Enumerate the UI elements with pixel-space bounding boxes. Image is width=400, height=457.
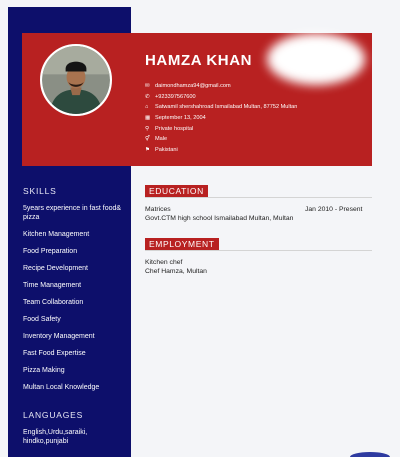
gender-icon: ⚥ [145,136,150,143]
education-school: Govt.CTM high school Ismailabad Multan, Multan [145,215,294,222]
languages-text: English,Urdu,saraiki, hindko,punjabi [23,429,88,445]
education-heading: EDUCATION [145,185,208,197]
gender-text: Male [155,136,168,143]
skills-heading: SKILLS [23,186,57,196]
gender-row [145,134,370,145]
languages-heading: LANGUAGES [23,410,84,420]
nationality-text: Pakistani [155,146,178,153]
skill-item: Inventory Management [23,332,95,340]
profile-photo [42,46,110,114]
skill-item: Multan Local Knowledge [23,383,100,391]
redaction-blur [267,33,365,85]
address-row [145,102,370,113]
flag-icon: ⚑ [145,146,150,153]
home-icon: ⌂ [145,104,149,111]
skill-item: Recipe Development [23,264,88,272]
skill-item: Food Safety [23,315,61,323]
skill-item: 5years experience in fast food& pizza [23,205,122,221]
skill-item: Kitchen Management [23,230,90,238]
avatar [40,44,112,116]
corner-decoration [350,452,390,457]
education-divider [145,197,372,198]
phone-row [145,92,370,103]
skill-item: Pizza Making [23,366,65,374]
email-text: daimondhamza94@gmail.com [155,83,231,90]
skill-item: Team Collaboration [23,298,84,306]
employment-employer: Chef Hamza, Multan [145,268,207,275]
address-text: Satwamil shershahroad Ismailabad Multan, 87752 Multan [155,104,298,111]
birthplace-row [145,123,370,134]
phone-icon: ✆ [145,93,150,100]
skill-item: Time Management [23,281,82,289]
birthdate-row [145,113,370,124]
employment-heading: EMPLOYMENT [145,238,219,250]
employment-divider [145,250,372,251]
skill-item: Food Preparation [23,247,78,255]
skill-item: Fast Food Expertise [23,349,86,357]
nationality-row [145,145,370,156]
contact-info [145,81,370,155]
education-degree: Matrices [145,206,171,213]
employment-title: Kitchen chef [145,259,183,266]
email-row [145,81,370,92]
calendar-icon: ▦ [145,115,151,122]
phone-text: +923397567600 [155,93,196,100]
location-pin-icon: ⚲ [145,125,150,132]
birthplace-text: Private hospital [155,125,194,132]
education-dates: Jan 2010 - Present [305,206,363,213]
birthdate-text: September 13, 2004 [155,115,206,122]
candidate-name: HAMZA KHAN [145,52,253,69]
skills-list [23,205,123,401]
envelope-icon: ✉ [145,83,150,90]
